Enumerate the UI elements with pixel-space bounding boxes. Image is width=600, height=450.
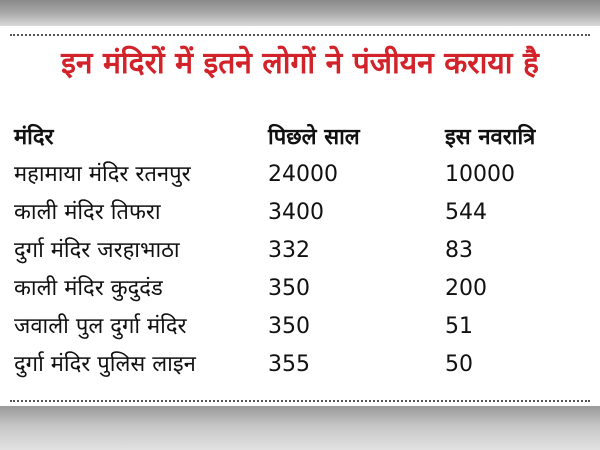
header-last-year: पिछले साल xyxy=(268,125,360,150)
this-navratri-count: 50 xyxy=(445,352,473,377)
temple-name: दुर्गा मंदिर जरहाभाठा xyxy=(14,238,180,263)
bottom-background-band xyxy=(0,406,600,450)
infographic-panel xyxy=(0,26,600,406)
last-year-count: 3400 xyxy=(268,200,324,225)
header-temple: मंदिर xyxy=(14,125,54,150)
table-row xyxy=(10,232,590,270)
table-row xyxy=(10,156,590,194)
table-row xyxy=(10,308,590,346)
header-this-navratri: इस नवरात्रि xyxy=(445,125,536,150)
title-text: मंदिरों में इतने लोगों ने पंजीयन कराया है xyxy=(102,46,539,81)
table-row xyxy=(10,194,590,232)
this-navratri-count: 10000 xyxy=(445,162,515,187)
temple-name: महामाया मंदिर रतनपुर xyxy=(14,162,191,187)
last-year-count: 350 xyxy=(268,276,310,301)
this-navratri-count: 51 xyxy=(445,314,473,339)
this-navratri-count: 544 xyxy=(445,200,487,225)
last-year-count: 332 xyxy=(268,238,310,263)
bottom-dotted-rule xyxy=(10,400,590,402)
this-navratri-count: 83 xyxy=(445,238,473,263)
temple-name: दुर्गा मंदिर पुलिस लाइन xyxy=(14,352,196,377)
table-row xyxy=(10,346,590,384)
last-year-count: 355 xyxy=(268,352,310,377)
infographic-title xyxy=(10,42,590,86)
table-header-row xyxy=(10,120,590,156)
top-background-band xyxy=(0,0,600,26)
top-dotted-rule xyxy=(10,34,590,36)
temple-name: जवाली पुल दुर्गा मंदिर xyxy=(14,314,187,339)
this-navratri-count: 200 xyxy=(445,276,487,301)
registration-table xyxy=(10,120,590,384)
last-year-count: 350 xyxy=(268,314,310,339)
temple-name: काली मंदिर तिफरा xyxy=(14,200,161,225)
temple-name: काली मंदिर कुदुदंड xyxy=(14,276,163,301)
table-row xyxy=(10,270,590,308)
last-year-count: 24000 xyxy=(268,162,338,187)
title-highlight: इन xyxy=(61,46,93,81)
